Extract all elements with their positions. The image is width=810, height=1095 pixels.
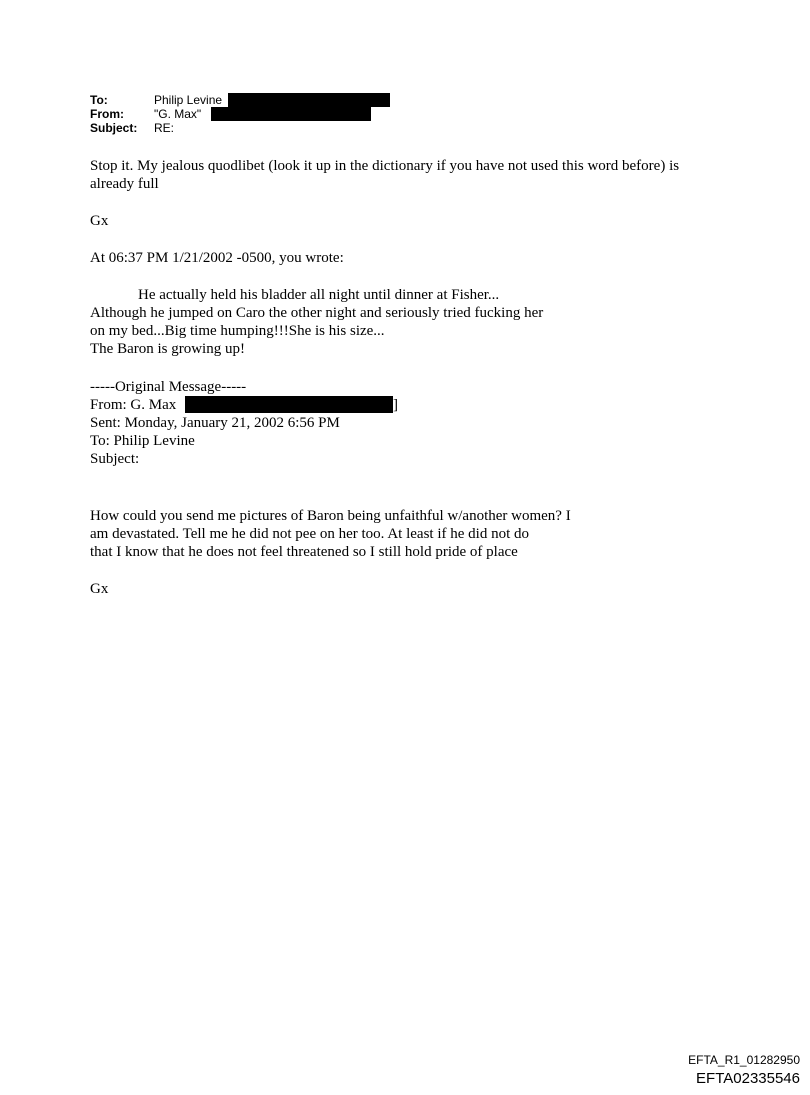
from-value bbox=[154, 107, 371, 121]
from-name: "G. Max" bbox=[154, 107, 202, 121]
original-from-tail: ] bbox=[393, 397, 398, 413]
body-line: on my bed...Big time humping!!!She is his size... bbox=[90, 323, 385, 339]
signoff: Gx bbox=[90, 213, 109, 229]
original-message-body bbox=[90, 507, 571, 561]
original-from: From: G. Max bbox=[90, 397, 177, 413]
body-line: Stop it. My jealous quodlibet (look it up in the dictionary if you have not used this word before) is bbox=[90, 158, 680, 174]
body-line: am devastated. Tell me he did not pee on her too. At least if he did not do bbox=[90, 526, 529, 542]
subject-value: RE: bbox=[154, 121, 175, 135]
redaction-bar bbox=[211, 107, 371, 121]
original-subject: Subject: bbox=[90, 451, 140, 467]
body-line: He actually held his bladder all night until dinner at Fisher... bbox=[138, 287, 500, 303]
quoted-text bbox=[90, 286, 543, 358]
to-value bbox=[154, 93, 390, 107]
original-from-line bbox=[90, 396, 398, 414]
original-to: To: Philip Levine bbox=[90, 433, 195, 449]
signoff: Gx bbox=[90, 581, 109, 597]
body-line: How could you send me pictures of Baron being unfaithful w/another women? I bbox=[90, 508, 571, 524]
to-label: To: bbox=[90, 93, 108, 107]
bates-number-primary: EFTA_R1_01282950 bbox=[688, 1053, 800, 1067]
bates-number-secondary: EFTA02335546 bbox=[696, 1070, 800, 1087]
redaction-bar bbox=[228, 93, 390, 107]
original-message-header bbox=[90, 378, 398, 468]
redaction-bar bbox=[185, 396, 393, 413]
original-separator: -----Original Message----- bbox=[90, 379, 247, 395]
original-sent: Sent: Monday, January 21, 2002 6:56 PM bbox=[90, 415, 340, 431]
body-line: already full bbox=[90, 176, 159, 192]
body-line: The Baron is growing up! bbox=[90, 341, 245, 357]
subject-label: Subject: bbox=[90, 121, 138, 135]
reply-text bbox=[90, 157, 679, 193]
attribution-line: At 06:37 PM 1/21/2002 -0500, you wrote: bbox=[90, 250, 344, 266]
body-line: that I know that he does not feel threatened so I still hold pride of place bbox=[90, 544, 518, 560]
body-line: Although he jumped on Caro the other night and seriously tried fucking her bbox=[90, 305, 544, 321]
from-label: From: bbox=[90, 107, 124, 121]
to-name: Philip Levine bbox=[154, 93, 223, 107]
